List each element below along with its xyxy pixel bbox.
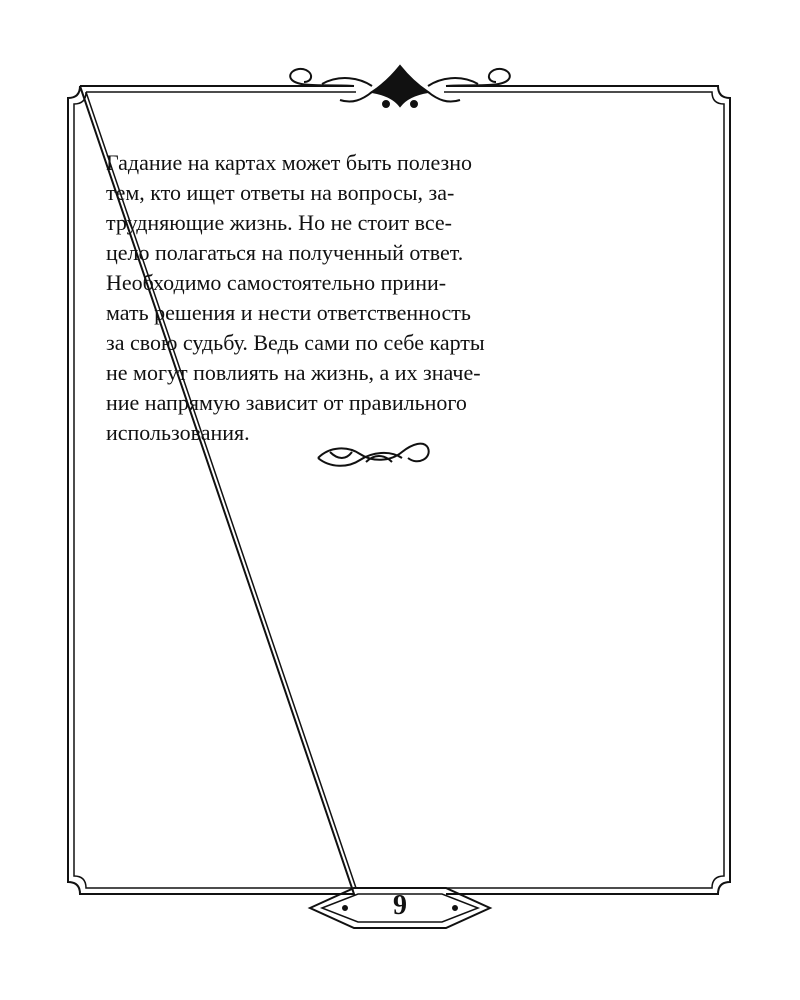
- text-line-10: использования.: [106, 420, 250, 445]
- page-number: 9: [393, 890, 407, 921]
- body-text: [106, 148, 666, 448]
- text-line-5: Необходимо самостоятельно прини-: [106, 270, 447, 295]
- text-line-1: Гадание на картах может быть полезно: [106, 150, 472, 175]
- text-line-6: мать решения и нести ответственность: [106, 300, 471, 325]
- text-line-9: ние напрямую зависит от правильного: [106, 390, 467, 415]
- text-line-7: за свою судьбу. Ведь сами по себе карты: [106, 330, 485, 355]
- text-line-3: трудняющие жизнь. Но не стоит все-: [106, 210, 452, 235]
- text-line-8: не могут повлиять на жизнь, а их значе-: [106, 360, 481, 385]
- text-line-2: тем, кто ищет ответы на вопросы, за-: [106, 180, 455, 205]
- text-line-4: цело полагаться на полученный ответ.: [106, 240, 464, 265]
